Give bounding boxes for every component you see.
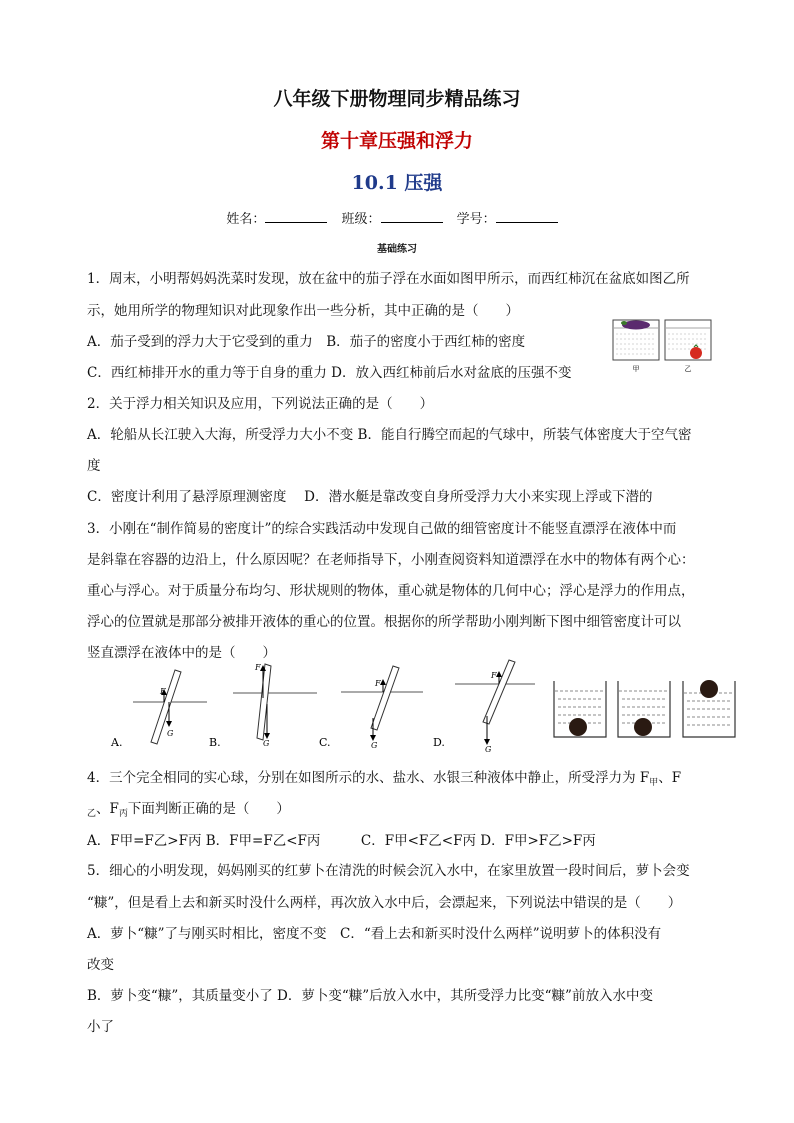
- q4-sub-jia: 甲: [649, 778, 659, 788]
- force-g-label-b: G: [263, 739, 270, 748]
- q3-line-3: 重心与浮心。对于质量分布均匀、形状规则的物体，重心就是物体的几何中心；浮心是浮力的作用点，: [87, 583, 695, 599]
- q3-line-2: 是斜靠在容器的边沿上，什么原因呢？在老师指导下，小刚查阅资料知道漂浮在水中的物体有两个心：: [87, 552, 695, 568]
- name-label: 姓名：: [226, 212, 266, 227]
- q2-line-3: 度: [87, 458, 101, 474]
- id-label: 学号：: [456, 212, 496, 227]
- q1-option-ab: A．茄子受到的浮力大于它受到的重力 B．茄子的密度小于西红柿的密度: [87, 334, 526, 350]
- q5-line-4: 改变: [87, 957, 114, 973]
- hydrometer-option-d: [433, 660, 535, 754]
- ball-icon-water: [569, 718, 587, 736]
- q3-hydrometer-figure: [105, 658, 545, 758]
- force-f-label-c: F: [375, 679, 381, 688]
- hydrometer-option-a: [110, 670, 207, 749]
- option-d-label: D.: [433, 736, 445, 749]
- q4-line-2: [87, 800, 290, 823]
- q4-line-2-text: 下面判断正确的是（ ）: [127, 801, 290, 817]
- q1-option-cd: C．西红柿排开水的重力等于自身的重力 D．放入西红柿前后水对盆底的压强不变: [87, 365, 572, 381]
- force-g-label-c: G: [371, 741, 378, 750]
- q5-line-3: A．萝卜“糠”了与刚买时相比，密度不变 C．“看上去和新买时没什么两样”说明萝卜的体积没有: [87, 926, 662, 942]
- option-b-label: B.: [209, 736, 221, 749]
- chapter-title: 第十章压强和浮力: [320, 130, 473, 152]
- q4-line-1: [87, 769, 681, 792]
- q1-line-2: 示，她用所学的物理知识对此现象作出一些分析，其中正确的是（ ）: [87, 303, 519, 319]
- basin-yi: [665, 320, 711, 360]
- beaker-saltwater: [618, 681, 670, 737]
- q4-sub-bing: 丙: [118, 809, 128, 819]
- force-g-label-d: G: [485, 745, 492, 754]
- tomato-icon: [690, 347, 702, 359]
- q4-sub-yi: 乙: [87, 809, 97, 819]
- force-f-label-a: F: [160, 687, 166, 696]
- q5-line-1: 5．细心的小明发现，妈妈刚买的红萝卜在清洗的时候会沉入水中，在家里放置一段时间后，萝卜会变: [87, 863, 690, 879]
- q3-line-1: 3．小刚在“制作简易的密度计”的综合实践活动中发现自己做的细管密度计不能竖直漂浮在液体中而: [87, 521, 677, 537]
- q4-three-beakers-figure: [550, 675, 740, 741]
- id-blank[interactable]: [496, 210, 558, 223]
- q2-line-1: 2．关于浮力相关知识及应用，下列说法正确的是（ ）: [87, 396, 434, 412]
- student-info-row: [0, 208, 794, 227]
- page-title: 八年级下册物理同步精品练习: [273, 88, 521, 110]
- q5-line-5: B．萝卜变“糠”，其质量变小了 D．萝卜变“糠”后放入水中，其所受浮力比变“糠”前放入水中变: [87, 988, 653, 1004]
- q4-line-1-text: 4．三个完全相同的实心球，分别在如图所示的水、盐水、水银三种液体中静止，所受浮力为 F: [87, 770, 650, 786]
- option-c-label: C.: [319, 736, 331, 749]
- q1-line-1: 1．周末，小明帮妈妈洗菜时发现，放在盆中的茄子浮在水面如图甲所示，而西红柿沉在盆底如图乙所: [87, 271, 690, 287]
- q2-line-4: C．密度计利用了悬浮原理测密度 D．潜水艇是靠改变自身所受浮力大小来实现上浮或下潜的: [87, 489, 653, 505]
- exercise-type-heading: 基础练习: [377, 244, 417, 255]
- hydrometer-option-c: [319, 666, 423, 750]
- basin-jia: [613, 320, 659, 360]
- force-f-label-b: F: [255, 663, 261, 672]
- hydrometer-option-b: [209, 663, 317, 749]
- q2-line-2: A．轮船从长江驶入大海，所受浮力大小不变 B．能自行腾空而起的气球中，所装气体密度大于空气密: [87, 427, 692, 443]
- fig-label-yi: 乙: [684, 365, 692, 373]
- ball-icon-saltwater: [634, 718, 652, 736]
- fig-label-jia: 甲: [632, 365, 640, 373]
- class-label: 班级：: [341, 212, 381, 227]
- beaker-water: [554, 681, 606, 737]
- force-g-label-a: G: [167, 729, 174, 738]
- q5-line-6: 小了: [87, 1019, 114, 1035]
- q3-line-5: 竖直漂浮在液体中的是（ ）: [87, 645, 276, 661]
- name-blank[interactable]: [265, 210, 327, 223]
- class-blank[interactable]: [381, 210, 443, 223]
- q4-options: A．F甲=F乙>F丙 B．F甲=F乙<F丙 C．F甲<F乙<F丙 D．F甲>F乙>F丙: [87, 833, 596, 849]
- q5-line-2: “糠”，但是看上去和新买时没什么两样，再次放入水中后，会漂起来，下列说法中错误的是（ ）: [87, 895, 682, 911]
- q4-sep-2: 、F: [96, 801, 119, 817]
- q1-basin-figure: [610, 312, 715, 376]
- ball-icon-mercury: [700, 680, 718, 698]
- q3-line-4: 浮心的位置就是那部分被排开液体的重心的位置。根据你的所学帮助小刚判断下图中细管密度计可以: [87, 614, 681, 630]
- section-title: 10.1 压强: [351, 172, 443, 194]
- beaker-mercury: [683, 680, 735, 737]
- force-f-label-d: F: [491, 671, 497, 680]
- q4-sep: 、F: [658, 770, 682, 786]
- option-a-label: A.: [111, 736, 123, 749]
